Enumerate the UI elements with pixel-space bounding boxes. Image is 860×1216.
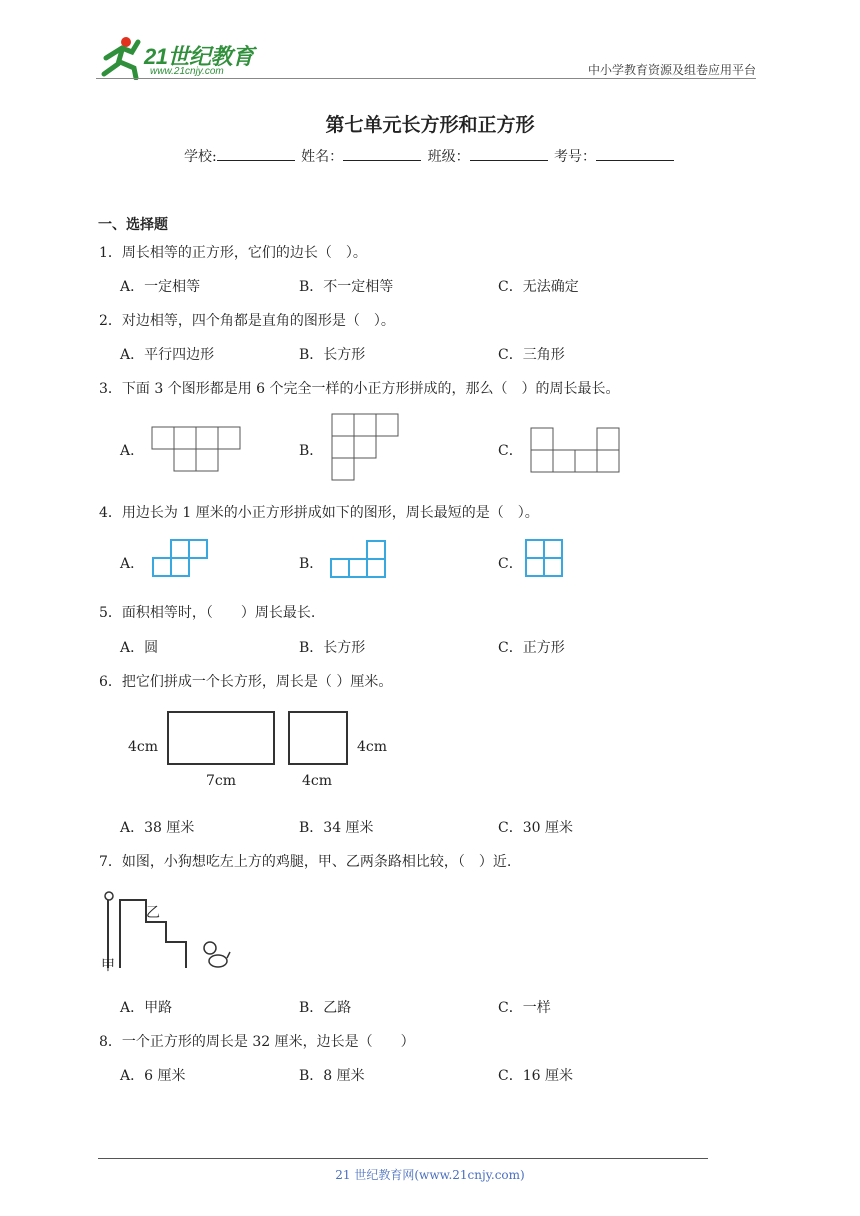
q3-figure-a	[150, 425, 244, 475]
q5-option-a[interactable]: A．圆	[120, 640, 159, 656]
q8-option-c[interactable]: C．16 厘米	[498, 1068, 573, 1084]
q4-figure-a	[151, 538, 211, 578]
q5-option-b[interactable]: B．长方形	[299, 640, 366, 656]
q6-option-a[interactable]: A．38 厘米	[120, 820, 195, 836]
q3-option-b[interactable]: B．	[299, 443, 324, 459]
q6-rect-width-label: 7cm	[206, 773, 237, 789]
section-heading: 一、选择题	[98, 217, 168, 233]
question-5: 5．面积相等时，（ ）周长最长.	[99, 605, 316, 621]
q7-option-c[interactable]: C．一样	[498, 1000, 551, 1016]
q6-square	[288, 711, 348, 765]
q6-square-bottom-label: 4cm	[302, 773, 333, 789]
school-label: 学校:	[183, 149, 217, 165]
student-info-line	[0, 146, 860, 166]
class-label: 班级：	[427, 149, 470, 165]
question-4: 4．用边长为 1 厘米的小正方形拼成如下的图形，周长最短的是（ ）。	[99, 505, 539, 521]
q1-option-a[interactable]: A．一定相等	[120, 279, 201, 295]
number-blank[interactable]	[596, 146, 674, 161]
q6-square-side-label: 4cm	[357, 739, 388, 755]
q1-option-b[interactable]: B．不一定相等	[299, 279, 394, 295]
q4-figure-c	[524, 538, 566, 580]
footer-divider	[98, 1158, 708, 1159]
question-7: 7．如图，小狗想吃左上方的鸡腿，甲、乙两条路相比较，（ ）近.	[99, 854, 512, 870]
q6-option-c[interactable]: C．30 厘米	[498, 820, 573, 836]
q7-option-b[interactable]: B．乙路	[299, 1000, 352, 1016]
number-label: 考号：	[554, 149, 597, 165]
q8-option-a[interactable]: A．6 厘米	[120, 1068, 186, 1084]
q6-rectangle	[167, 711, 275, 765]
q4-option-a[interactable]: A．	[120, 556, 145, 572]
question-2: 2．对边相等，四个角都是直角的图形是（ ）。	[99, 313, 395, 329]
logo-text: 21世纪教育	[144, 44, 254, 69]
logo-url: www.21cnjy.com	[150, 66, 224, 77]
q7-path-b-label: 乙	[146, 905, 160, 921]
question-3: 3．下面 3 个图形都是用 6 个完全一样的小正方形拼成的，那么（ ）的周长最长。	[99, 381, 620, 397]
q6-option-b[interactable]: B．34 厘米	[299, 820, 374, 836]
school-blank[interactable]	[217, 146, 295, 161]
q7-path-figure	[100, 886, 235, 978]
q7-option-a[interactable]: A．甲路	[120, 1000, 173, 1016]
q7-path-a-label: 甲	[101, 958, 115, 974]
name-blank[interactable]	[343, 146, 421, 161]
q2-option-b[interactable]: B．长方形	[299, 347, 366, 363]
q3-option-a[interactable]: A．	[120, 443, 145, 459]
class-blank[interactable]	[470, 146, 548, 161]
q3-figure-c	[529, 426, 623, 476]
q3-figure-b	[330, 412, 402, 484]
page-title: 第七单元长方形和正方形	[325, 114, 535, 136]
footer-link[interactable]: 21 世纪教育网(www.21cnjy.com)	[335, 1168, 525, 1182]
question-1: 1．周长相等的正方形，它们的边长（ ）。	[99, 245, 367, 261]
drumstick-icon	[105, 892, 113, 900]
q8-option-b[interactable]: B．8 厘米	[299, 1068, 365, 1084]
q4-option-b[interactable]: B．	[299, 556, 324, 572]
q1-option-c[interactable]: C．无法确定	[498, 279, 579, 295]
q4-option-c[interactable]: C．	[498, 556, 523, 572]
q3-option-c[interactable]: C．	[498, 443, 523, 459]
q5-option-c[interactable]: C．正方形	[498, 640, 565, 656]
question-6: 6．把它们拼成一个长方形，周长是（ ）厘米。	[99, 674, 393, 690]
name-label: 姓名：	[301, 149, 344, 165]
dog-icon	[204, 942, 230, 967]
q6-rect-height-label: 4cm	[128, 739, 159, 755]
q4-figure-b	[329, 539, 389, 579]
q2-option-a[interactable]: A．平行四边形	[120, 347, 215, 363]
header-divider	[96, 78, 756, 79]
header-platform-text: 中小学教育资源及组卷应用平台	[587, 63, 756, 77]
q2-option-c[interactable]: C．三角形	[498, 347, 565, 363]
question-8: 8．一个正方形的周长是 32 厘米，边长是（ ）	[99, 1034, 415, 1050]
